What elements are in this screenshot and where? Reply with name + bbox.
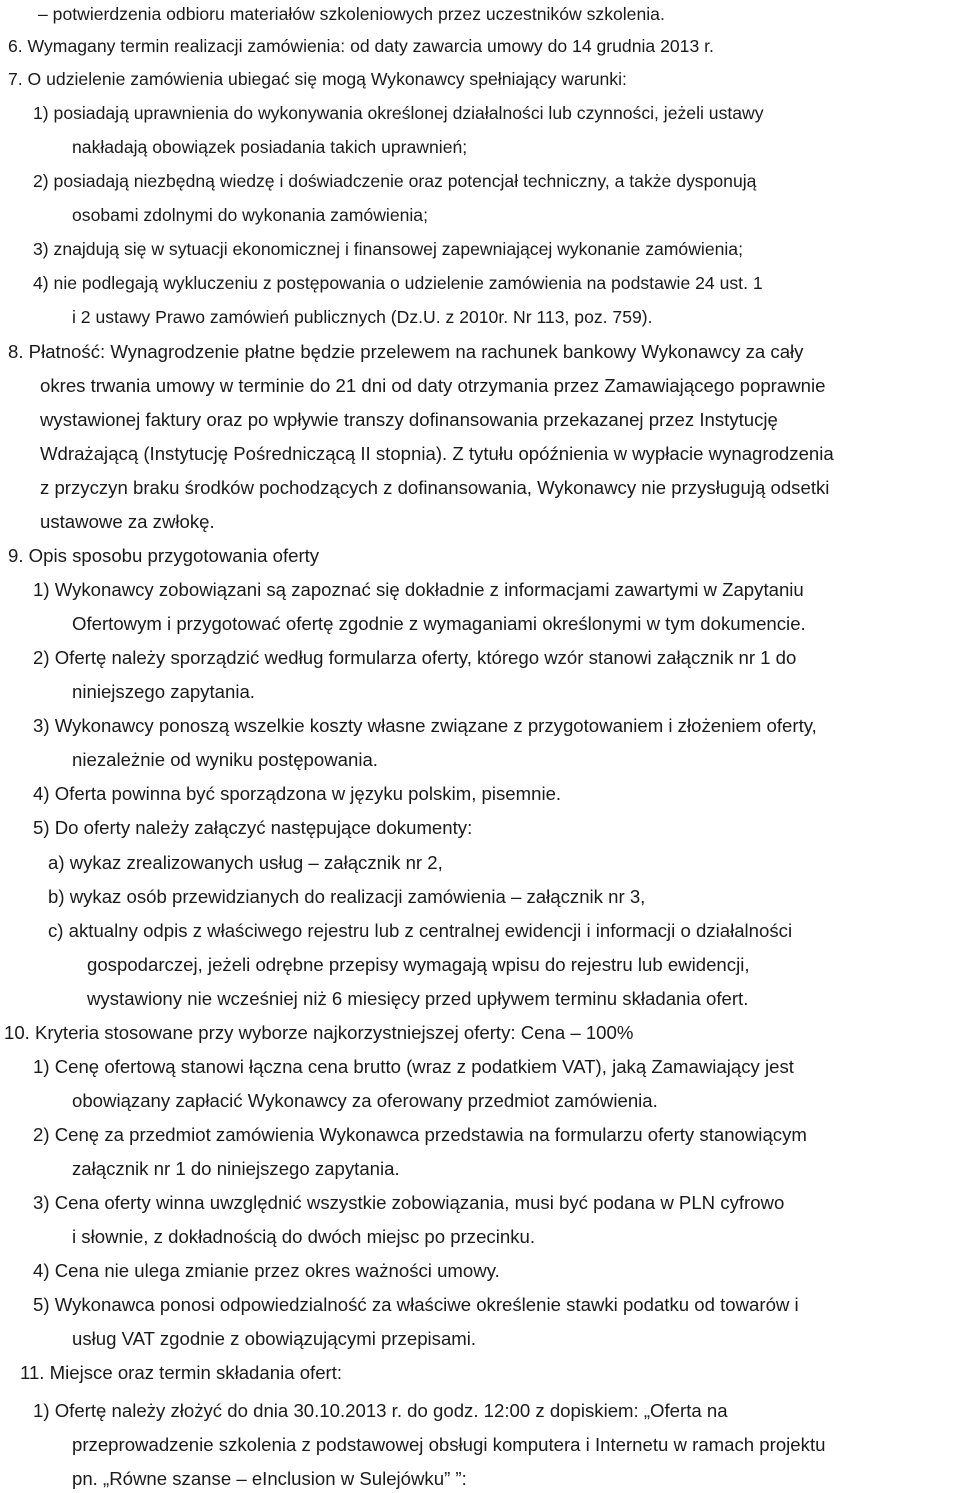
text-line: okres trwania umowy w terminie do 21 dni od daty otrzymania przez Zamawiającego poprawnie bbox=[40, 375, 826, 396]
section-heading: 11. Miejsce oraz termin składania ofert: bbox=[20, 1362, 343, 1383]
text-line: obowiązany zapłacić Wykonawcy za oferowany przedmiot zamówienia. bbox=[72, 1090, 658, 1111]
text-line: usług VAT zgodnie z obowiązującymi przepisami. bbox=[72, 1328, 477, 1349]
text-line: 5) Wykonawca ponosi odpowiedzialność za właściwe określenie stawki podatku od towarów i bbox=[33, 1294, 799, 1315]
text-line: osobami zdolnymi do wykonania zamówienia; bbox=[72, 205, 428, 225]
text-line: 4) Oferta powinna być sporządzona w języku polskim, pisemnie. bbox=[33, 783, 562, 804]
text-line: 2) posiadają niezbędną wiedzę i doświadczenie oraz potencjał techniczny, a także dysponują bbox=[33, 171, 757, 191]
text-line: c) aktualny odpis z właściwego rejestru lub z centralnej ewidencji i informacji o działalności bbox=[48, 920, 793, 941]
text-line: przeprowadzenie szkolenia z podstawowej obsługi komputera i Internetu w ramach projektu bbox=[72, 1434, 826, 1455]
text-line: niniejszego zapytania. bbox=[72, 681, 255, 702]
text-line: 7. O udzielenie zamówienia ubiegać się mogą Wykonawcy spełniający warunki: bbox=[8, 69, 627, 89]
text-line: nakładają obowiązek posiadania takich uprawnień; bbox=[72, 137, 468, 157]
text-line: 4) Cena nie ulega zmianie przez okres ważności umowy. bbox=[33, 1260, 500, 1281]
text-line: wystawionej faktury oraz po wpływie transzy dofinansowania przekazanej przez Instytucję bbox=[40, 409, 778, 430]
text-line: 5) Do oferty należy załączyć następujące dokumenty: bbox=[33, 817, 473, 838]
text-line: 1) Ofertę należy złożyć do dnia 30.10.2013 r. do godz. 12:00 z dopiskiem: „Oferta na bbox=[33, 1400, 728, 1421]
text-line: wystawiony nie wcześniej niż 6 miesięcy przed upływem terminu składania ofert. bbox=[87, 988, 749, 1009]
text-line: 3) Cena oferty winna uwzględnić wszystkie zobowiązania, musi być podana w PLN cyfrowo bbox=[33, 1192, 785, 1213]
text-line: z przyczyn braku środków pochodzących z dofinansowania, Wykonawcy nie przysługują odsetki bbox=[40, 477, 830, 498]
text-line: 8. Płatność: Wynagrodzenie płatne będzie przelewem na rachunek bankowy Wykonawcy za cały bbox=[8, 341, 804, 362]
text-line: b) wykaz osób przewidzianych do realizacji zamówienia – załącznik nr 3, bbox=[48, 886, 646, 907]
section-heading: 10. Kryteria stosowane przy wyborze najkorzystniejszej oferty: Cena – 100% bbox=[4, 1022, 634, 1043]
text-line: i 2 ustawy Prawo zamówień publicznych (Dz.U. z 2010r. Nr 113, poz. 759). bbox=[72, 307, 653, 327]
text-line: 1) Wykonawcy zobowiązani są zapoznać się dokładnie z informacjami zawartymi w Zapytaniu bbox=[33, 579, 804, 600]
text-line: 2) Ofertę należy sporządzić według formularza oferty, którego wzór stanowi załącznik nr 1 do bbox=[33, 647, 797, 668]
text-line: i słownie, z dokładnością do dwóch miejsc po przecinku. bbox=[72, 1226, 536, 1247]
text-line: 6. Wymagany termin realizacji zamówienia: od daty zawarcia umowy do 14 grudnia 2013 r. bbox=[8, 36, 714, 56]
text-line: Wdrażającą (Instytucję Pośredniczącą II stopnia). Z tytułu opóźnienia w wypłacie wynagrodzenia bbox=[40, 443, 834, 464]
text-line: – potwierdzenia odbioru materiałów szkoleniowych przez uczestników szkolenia. bbox=[38, 4, 665, 24]
text-line: gospodarczej, jeżeli odrębne przepisy wymagają wpisu do rejestru lub ewidencji, bbox=[87, 954, 750, 975]
text-line: załącznik nr 1 do niniejszego zapytania. bbox=[72, 1158, 400, 1179]
text-line: 4) nie podlegają wykluczeniu z postępowania o udzielenie zamówienia na podstawie 24 ust. 1 bbox=[33, 273, 763, 293]
text-line: 1) posiadają uprawnienia do wykonywania określonej działalności lub czynności, jeżeli ustawy bbox=[33, 103, 764, 123]
text-line: ustawowe za zwłokę. bbox=[40, 511, 215, 532]
text-line: 3) Wykonawcy ponoszą wszelkie koszty własne związane z przygotowaniem i złożeniem oferty, bbox=[33, 715, 817, 736]
text-line: Ofertowym i przygotować ofertę zgodnie z wymaganiami określonymi w tym dokumencie. bbox=[72, 613, 806, 634]
text-line: niezależnie od wyniku postępowania. bbox=[72, 749, 378, 770]
section-heading: 9. Opis sposobu przygotowania oferty bbox=[8, 545, 320, 566]
text-line: pn. „Równe szanse – eInclusion w Sulejówku” ”: bbox=[72, 1468, 467, 1489]
text-line: a) wykaz zrealizowanych usług – załącznik nr 2, bbox=[48, 852, 443, 873]
text-line: 3) znajdują się w sytuacji ekonomicznej i finansowej zapewniającej wykonanie zamówienia; bbox=[33, 239, 743, 259]
text-line: 1) Cenę ofertową stanowi łączna cena brutto (wraz z podatkiem VAT), jaką Zamawiający jest bbox=[33, 1056, 794, 1077]
text-line: 2) Cenę za przedmiot zamówienia Wykonawca przedstawia na formularzu oferty stanowiącym bbox=[33, 1124, 807, 1145]
